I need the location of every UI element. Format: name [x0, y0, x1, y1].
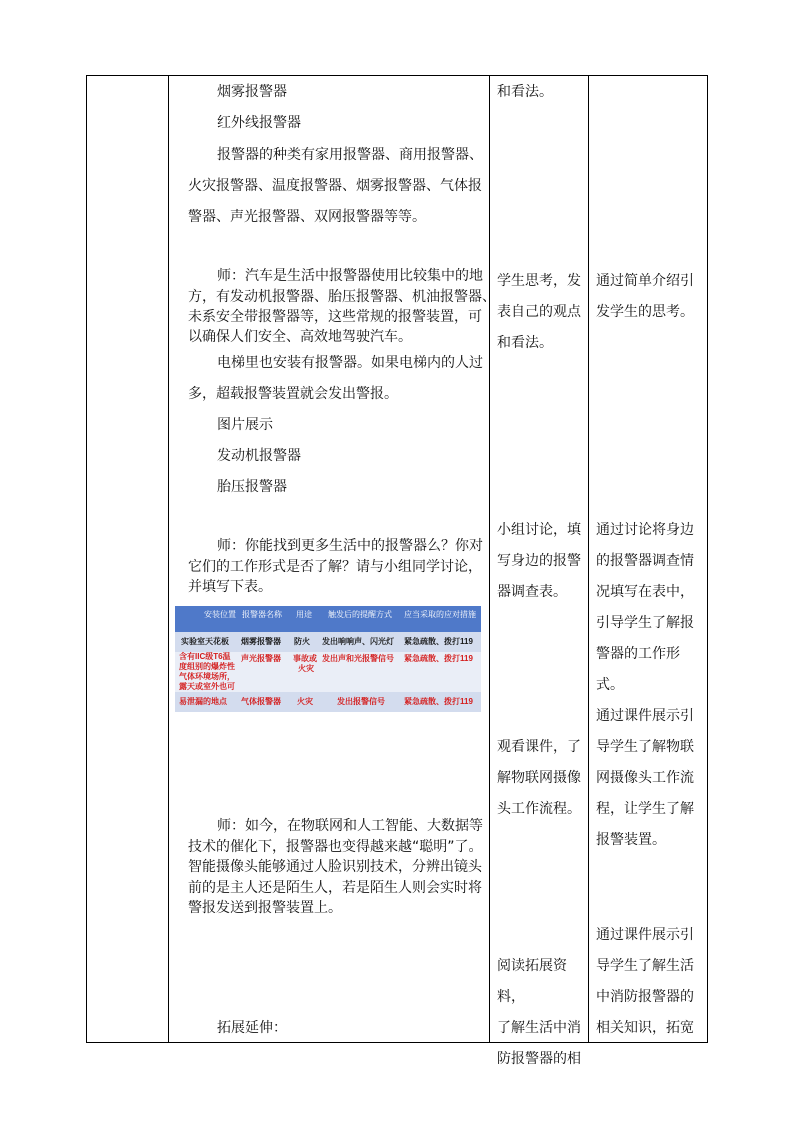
cell-line: 观看课件，了 — [497, 739, 581, 755]
content-line: 烟雾报警器 — [217, 84, 287, 100]
survey-cell: 紧急疏散、拨打119 — [404, 654, 473, 663]
survey-cell-line: 度组别的爆炸性 — [179, 662, 235, 671]
cell-line: 通过讨论将身边 — [596, 522, 694, 538]
cell-line: 通过简单介绍引 — [596, 273, 694, 289]
cell-line: 况填写在表中， — [596, 584, 694, 600]
paragraph-line: 方，有发动机报警器、胎压报警器、机油报警器、 — [188, 289, 496, 305]
student-activity-cell: 和看法。 — [497, 84, 553, 100]
survey-cell-line: 露天或室外也可 — [179, 682, 235, 691]
paragraph-line: 警报发送到报警装置上。 — [188, 900, 342, 916]
survey-header-cell: 触发后的提醒方式 — [328, 610, 392, 619]
paragraph-line: 它们的工作形式是否了解？请与小组同学讨论， — [188, 559, 482, 575]
cell-line: 表自己的观点 — [497, 304, 581, 320]
cell-line: 的报警器调查情 — [596, 553, 694, 569]
cell-line: 导学生了解生活 — [596, 958, 694, 974]
paragraph-line: 多，超载报警装置就会发出警报。 — [188, 386, 398, 402]
cell-line: 解物联网摄像 — [497, 770, 581, 786]
paragraph-line: 以确保人们安全、高效地驾驶汽车。 — [188, 329, 412, 345]
cell-line: 中消防报警器的 — [596, 989, 694, 1005]
survey-header-cell: 应当采取的应对措施 — [404, 610, 476, 619]
cell-line: 防报警器的相 — [497, 1051, 581, 1067]
content-line: 胎压报警器 — [217, 479, 287, 495]
content-line: 发动机报警器 — [217, 448, 301, 464]
paragraph-line: 前的是主人还是陌生人，若是陌生人则会实时将 — [188, 880, 482, 896]
cell-line: 和看法。 — [497, 335, 553, 351]
paragraph-line: 智能摄像头能够通过人脸识别技术，分辨出镜头 — [188, 859, 482, 875]
survey-header-cell: 报警器名称 — [242, 610, 282, 619]
survey-cell: 易泄漏的地点 — [179, 697, 227, 706]
paragraph-line: 警器、声光报警器、双网报警器等等。 — [188, 209, 426, 225]
survey-cell: 发出声和光报警信号 — [322, 654, 394, 663]
student-activity-cell — [497, 732, 585, 825]
survey-header-cell: 安装位置 — [204, 610, 236, 619]
cell-line: 引导学生了解报 — [596, 615, 694, 631]
paragraph-line: 电梯里也安装有报警器。如果电梯内的人过 — [217, 355, 483, 371]
paragraph-line: 师：如今，在物联网和人工智能、大数据等 — [217, 818, 483, 834]
cell-line: 头工作流程。 — [497, 801, 581, 817]
survey-cell: 实验室天花板 — [181, 637, 229, 646]
paragraph-line: 火灾报警器、温度报警器、烟雾报警器、气体报 — [188, 178, 482, 194]
survey-cell-line: 火灾 — [298, 664, 314, 673]
content-line: 图片展示 — [217, 417, 273, 433]
design-intent-cell — [596, 266, 702, 328]
cell-line: 网摄像头工作流 — [596, 770, 694, 786]
content-line: 红外线报警器 — [217, 115, 301, 131]
survey-cell: 气体报警器 — [241, 697, 281, 706]
survey-cell-line: 气体环境场所， — [179, 672, 235, 681]
survey-cell: 紧急疏散、拨打119 — [404, 697, 473, 706]
student-activity-cell — [497, 951, 585, 1075]
survey-cell: 发出报警信号 — [337, 697, 385, 706]
cell-line: 阅读拓展资料， — [497, 958, 567, 1005]
table-top-border — [86, 75, 708, 76]
content-line: 拓展延伸： — [217, 1020, 287, 1036]
paragraph-line: 技术的催化下，报警器也变得越来越“聪明”了。 — [188, 839, 483, 855]
cell-line: 报警装置。 — [596, 832, 666, 848]
survey-cell — [293, 654, 317, 674]
survey-cell: 声光报警器 — [241, 654, 281, 663]
survey-cell — [179, 652, 235, 692]
cell-line: 导学生了解物联 — [596, 739, 694, 755]
student-activity-cell — [497, 515, 585, 608]
table-col-border — [168, 75, 169, 1043]
design-intent-cell — [596, 920, 702, 1044]
paragraph-line: 师：你能找到更多生活中的报警器么？你对 — [217, 538, 483, 554]
survey-cell: 火灾 — [297, 697, 313, 706]
design-intent-cell — [596, 701, 702, 856]
design-intent-cell — [596, 515, 702, 701]
table-col-border — [86, 75, 87, 1043]
alarm-survey-table — [175, 606, 481, 712]
cell-line: 了解生活中消 — [497, 1020, 581, 1036]
cell-line: 警器的工作形式。 — [596, 646, 680, 693]
cell-line: 器调查表。 — [497, 584, 567, 600]
table-col-border — [588, 75, 589, 1043]
survey-cell-line: 事故或 — [293, 654, 317, 663]
paragraph-line: 并填写下表。 — [188, 579, 272, 595]
cell-line: 程，让学生了解 — [596, 801, 694, 817]
cell-line: 写身边的报警 — [497, 553, 581, 569]
survey-header-cell: 用途 — [296, 610, 312, 619]
survey-cell: 烟雾报警器 — [241, 637, 281, 646]
cell-line: 发学生的思考。 — [596, 304, 694, 320]
table-col-border — [489, 75, 490, 1043]
paragraph-line: 师：汽车是生活中报警器使用比较集中的地 — [217, 268, 483, 284]
table-col-border — [707, 75, 708, 1043]
survey-cell: 紧急疏散、拨打119 — [404, 637, 473, 646]
cell-line: 学生思考，发 — [497, 273, 581, 289]
paragraph-line: 未系安全带报警器等，这些常规的报警装置，可 — [188, 309, 482, 325]
paragraph-line: 报警器的种类有家用报警器、商用报警器、 — [217, 147, 483, 163]
survey-cell: 防火 — [294, 637, 310, 646]
cell-line: 小组讨论，填 — [497, 522, 581, 538]
cell-line: 通过课件展示引 — [596, 927, 694, 943]
survey-cell: 发出响响声、闪光灯 — [322, 637, 394, 646]
survey-cell-line: 含有IIC级T6温 — [179, 652, 231, 661]
cell-line: 相关知识，拓宽 — [596, 1020, 694, 1036]
cell-line: 通过课件展示引 — [596, 708, 694, 724]
student-activity-cell — [497, 266, 585, 359]
